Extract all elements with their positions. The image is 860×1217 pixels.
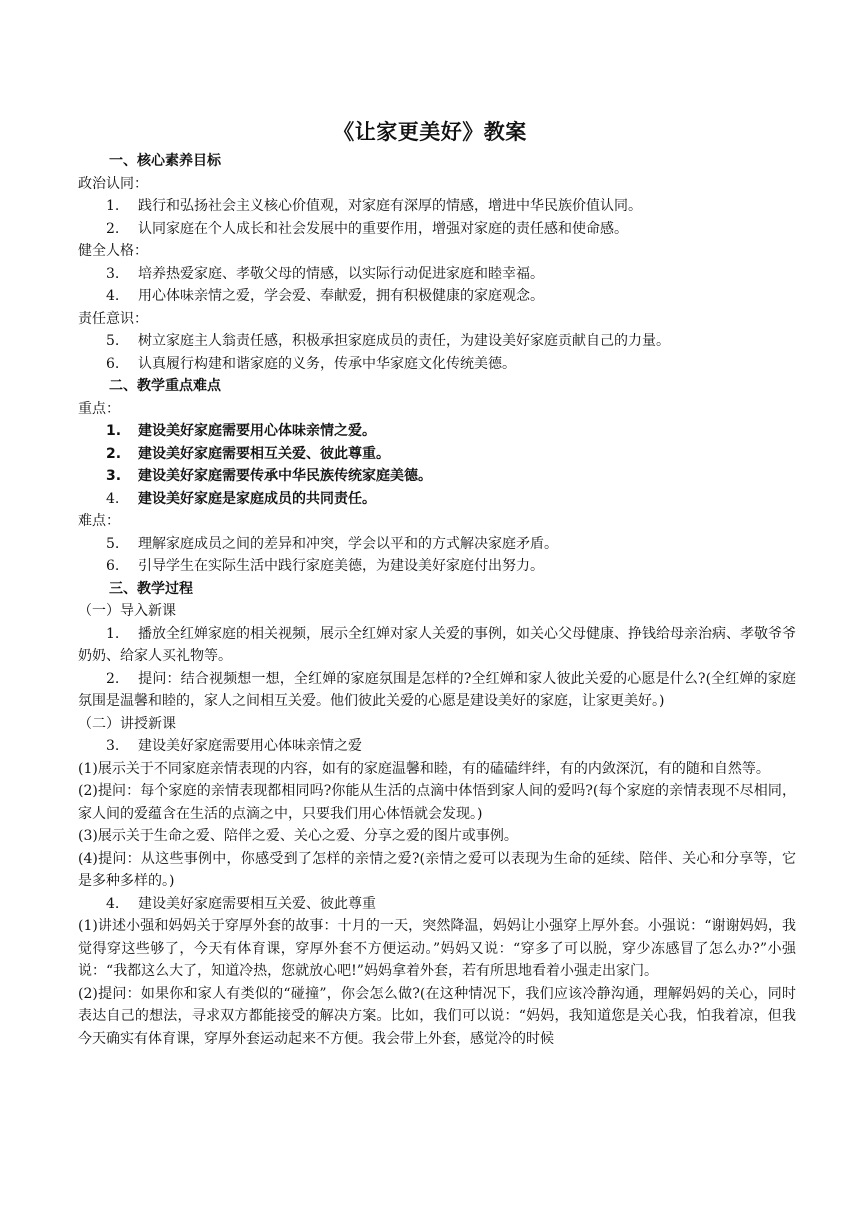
document-body xyxy=(78,150,796,1050)
category-key: 重点： xyxy=(78,400,120,417)
section-heading-process: 三、教学过程 xyxy=(109,580,193,597)
process-text: 提问：结合视频想一想，全红婵的家庭氛围是怎样的?全红婵和家人彼此关爱的心愿是什么?(全红婵的家庭氛围是温馨和睦的，家人之间相互关爱。他们彼此关爱的心愿是建设美好的家庭，让家更美好。) xyxy=(78,670,796,709)
process-item xyxy=(78,668,796,713)
topic-heading xyxy=(78,735,796,758)
key-point-item xyxy=(78,443,796,466)
lesson-step: (2)提问：如果你和家人有类似的“碰撞”，你会怎么做?(在这种情况下，我们应该冷静沟通，理解妈妈的关心，同时表达自己的想法，寻求双方都能接受的解决方案。比如，我们可以说：“妈妈，我知道您是关心我，怕我着凉，但我今天确实有体育课，穿厚外套运动起来不方便。我会带上外套，感觉冷的时候 xyxy=(78,985,796,1047)
category-personality: 健全人格： xyxy=(78,243,148,259)
goal-number: 5. xyxy=(106,333,120,349)
goal-number: 1. xyxy=(106,198,120,214)
key-point-item xyxy=(78,420,796,443)
topic-number: 4. xyxy=(106,895,120,912)
key-point-text: 建设美好家庭需要传承中华民族传统家庭美德。 xyxy=(138,468,432,484)
topic-heading xyxy=(78,893,796,916)
key-point-item xyxy=(78,465,796,488)
goal-item xyxy=(78,263,796,286)
process-text: 播放全红婵家庭的相关视频，展示全红婵对家人关爱的事例，如关心父母健康、挣钱给母亲治病、孝敬爷爷奶奶、给家人买礼物等。 xyxy=(78,625,796,664)
subsection-intro: （一）导入新课 xyxy=(78,603,176,619)
difficult-point-item xyxy=(78,555,796,578)
key-point-number: 2. xyxy=(106,445,122,462)
lesson-step: (4)提问：从这些事例中，你感受到了怎样的亲情之爱?(亲情之爱可以表现为生命的延续、陪伴、关心和分享等，它是多种多样的。) xyxy=(78,850,796,889)
goal-text: 认真履行构建和谐家庭的义务，传承中华家庭文化传统美德。 xyxy=(138,355,516,372)
key-point-text: 建设美好家庭是家庭成员的共同责任。 xyxy=(138,490,376,507)
category-difficult: 难点： xyxy=(78,513,120,529)
goal-number: 3. xyxy=(106,265,120,282)
lesson-step: (2)提问：每个家庭的亲情表现都相同吗?你能从生活的点滴中体悟到家人间的爱吗?(每个家庭的亲情表现不尽相同，家人间的爱蕴含在生活的点滴之中，只要我们用心体悟就会发现。) xyxy=(78,783,796,822)
goal-number: 6. xyxy=(106,355,120,372)
goal-item xyxy=(78,330,796,353)
goal-number: 4. xyxy=(106,288,120,304)
goal-item xyxy=(78,195,796,218)
lesson-step: (3)展示关于生命之爱、陪伴之爱、关心之爱、分享之爱的图片或事例。 xyxy=(78,828,518,844)
difficult-point-number: 5. xyxy=(106,535,120,552)
goal-text: 树立家庭主人翁责任感，积极承担家庭成员的责任，为建设美好家庭贡献自己的力量。 xyxy=(138,333,670,349)
goal-item xyxy=(78,353,796,376)
topic-text: 建设美好家庭需要用心体味亲情之爱 xyxy=(138,738,362,754)
topic-text: 建设美好家庭需要相互关爱、彼此尊重 xyxy=(138,895,376,912)
goal-item xyxy=(78,218,796,241)
document-title: 《让家更美好》教案 xyxy=(333,120,527,144)
category-responsibility: 责任意识： xyxy=(78,310,148,327)
process-item xyxy=(78,623,796,668)
key-point-text: 建设美好家庭需要相互关爱、彼此尊重。 xyxy=(138,445,390,462)
section-heading-goals: 一、核心素养目标 xyxy=(109,153,221,169)
key-point-item xyxy=(78,488,796,511)
goal-text: 践行和弘扬社会主义核心价值观，对家庭有深厚的情感，增进中华民族价值认同。 xyxy=(138,198,642,214)
goal-item xyxy=(78,285,796,308)
key-point-number: 3. xyxy=(106,468,122,484)
process-number: 2. xyxy=(106,670,120,687)
subsection-lecture: （二）讲授新课 xyxy=(78,715,176,732)
difficult-point-text: 引导学生在实际生活中践行家庭美德，为建设美好家庭付出努力。 xyxy=(138,558,544,574)
lesson-step: (1)讲述小强和妈妈关于穿厚外套的故事：十月的一天，突然降温，妈妈让小强穿上厚外套。小强说：“谢谢妈妈，我觉得穿这些够了，今天有体育课，穿厚外套不方便运动。”妈妈又说：“穿多了可以脱，穿少冻感冒了怎么办?”小强说：“我都这么大了，知道冷热，您就放心吧!”妈妈拿着外套，若有所思地看着小强走出家门。 xyxy=(78,918,796,979)
topic-number: 3. xyxy=(106,738,120,754)
goal-text: 培养热爱家庭、孝敬父母的情感，以实际行动促进家庭和睦幸福。 xyxy=(138,265,544,282)
section-heading-keypoints: 二、教学重点难点 xyxy=(109,378,221,394)
lesson-step: (1)展示关于不同家庭亲情表现的内容，如有的家庭温馨和睦，有的磕磕绊绊，有的内敛深沉，有的随和自然等。 xyxy=(78,760,770,777)
goal-text: 认同家庭在个人成长和社会发展中的重要作用，增强对家庭的责任感和使命感。 xyxy=(138,220,628,237)
difficult-point-item xyxy=(78,533,796,556)
process-number: 1. xyxy=(106,625,120,642)
goal-number: 2. xyxy=(106,220,120,237)
key-point-text: 建设美好家庭需要用心体味亲情之爱。 xyxy=(138,423,376,439)
difficult-point-text: 理解家庭成员之间的差异和冲突，学会以平和的方式解决家庭矛盾。 xyxy=(138,535,558,552)
key-point-number: 4. xyxy=(106,490,120,507)
goal-text: 用心体味亲情之爱，学会爱、奉献爱，拥有积极健康的家庭观念。 xyxy=(138,288,544,304)
category-political: 政治认同： xyxy=(78,175,148,192)
difficult-point-number: 6. xyxy=(106,558,120,574)
key-point-number: 1. xyxy=(106,423,122,439)
